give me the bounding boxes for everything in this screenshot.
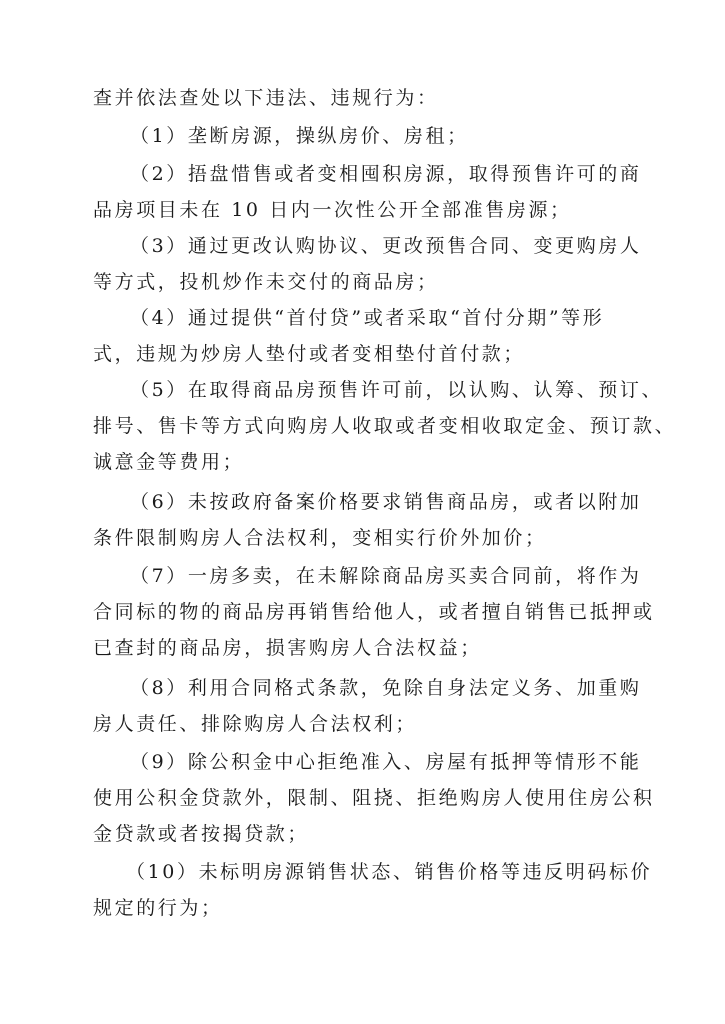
item-9-line-2: 使用公积金贷款外，限制、阻挠、拒绝购房人使用住房公积 — [93, 787, 655, 809]
item-2-line-2: 品房项目未在 10 日内一次性公开全部准售房源； — [93, 199, 572, 221]
item-text: 未标明房源销售状态、销售价格等违反明码标价 — [198, 861, 653, 883]
item-5-line-1 — [130, 378, 664, 402]
item-number: （4） — [130, 307, 188, 329]
item-text: 捂盘惜售或者变相囤积房源，取得预售许可的商 — [187, 163, 642, 185]
item-number: （9） — [130, 751, 188, 773]
item-5-line-3: 诚意金等费用； — [93, 451, 245, 473]
item-6-line-2: 条件限制购房人合法权利，变相实行价外加价； — [93, 527, 547, 549]
item-number: （7） — [130, 565, 188, 587]
item-6-line-1 — [130, 490, 642, 514]
item-3-line-2: 等方式，投机炒作未交付的商品房； — [93, 271, 439, 293]
item-number: （2） — [130, 163, 188, 185]
item-4-line-1 — [130, 306, 633, 330]
item-text: 通过更改认购协议、更改预售合同、变更购房人 — [187, 235, 642, 257]
item-number: （3） — [130, 235, 188, 257]
item-8-line-1 — [130, 676, 642, 700]
item-text: 在取得商品房预售许可前，以认购、认筹、预订、 — [187, 379, 664, 401]
item-7-line-2: 合同标的物的商品房再销售给他人，或者擅自销售已抵押或 — [93, 601, 655, 623]
item-4-line-2: 式，违规为炒房人垫付或者变相垫付首付款； — [93, 343, 526, 365]
item-10-line-2: 规定的行为； — [93, 897, 223, 919]
item-number: （1） — [130, 125, 188, 147]
item-8-line-2: 房人责任、排除购房人合法权利； — [93, 713, 418, 735]
item-10-line-1 — [126, 860, 653, 884]
item-text: 除公积金中心拒绝准入、房屋有抵押等情形不能 — [187, 751, 642, 773]
item-3-line-1 — [130, 234, 642, 258]
item-number: （6） — [130, 491, 188, 513]
item-number: （5） — [130, 379, 188, 401]
item-9-line-3: 金贷款或者按揭贷款； — [93, 823, 310, 845]
item-text: 一房多卖，在未解除商品房买卖合同前，将作为 — [187, 565, 642, 587]
item-text: 通过提供“首付贷”或者采取“首付分期”等形 — [187, 307, 605, 329]
item-9-line-1 — [130, 750, 642, 774]
item-number: （8） — [130, 677, 188, 699]
item-2-line-1 — [130, 162, 642, 186]
item-text: 利用合同格式条款，免除自身法定义务、加重购 — [187, 677, 642, 699]
item-7-line-3: 已查封的商品房，损害购房人合法权益； — [93, 637, 482, 659]
intro-line: 查并依法查处以下违法、违规行为： — [93, 87, 439, 109]
item-7-line-1 — [130, 564, 642, 588]
item-number: （10） — [126, 861, 199, 883]
item-5-line-2: 排号、售卡等方式向购房人收取或者变相收取定金、预订款、 — [93, 415, 677, 437]
item-text: 未按政府备案价格要求销售商品房，或者以附加 — [187, 491, 642, 513]
item-text: 垄断房源，操纵房价、房租； — [187, 125, 469, 147]
item-1-line-1 — [130, 124, 633, 148]
